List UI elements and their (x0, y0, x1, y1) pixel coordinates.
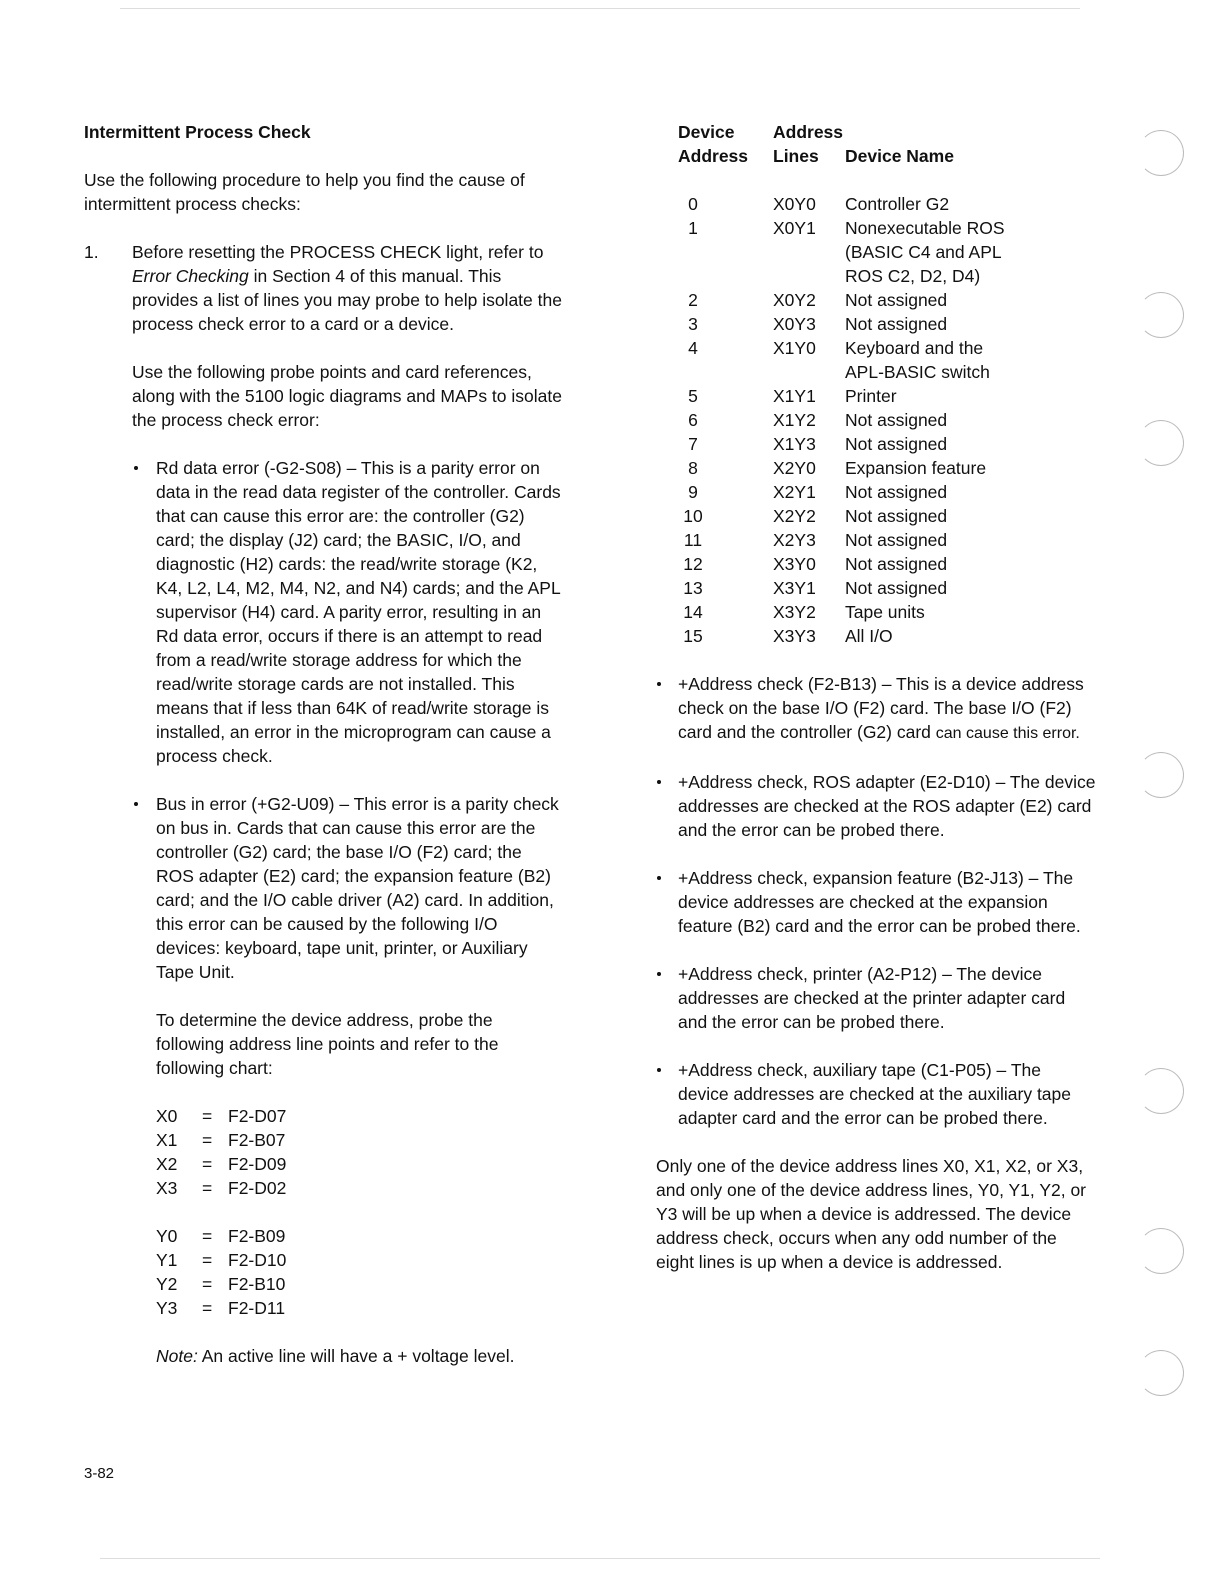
device-address-cell: 15 (683, 626, 703, 646)
device-address-cell: 7 (688, 434, 698, 454)
procedure-step (84, 240, 564, 1392)
device-name-cell: Not assigned (845, 482, 948, 502)
address-lines-cell: X0Y3 (773, 314, 816, 334)
step-text: Before resetting the PROCESS CHECK light, refer to Error Checking in Section 4 of this manual. This provides a list of lines you may probe to help isolate the process check error to a card or a device. (132, 242, 562, 334)
determine-address-paragraph: To determine the device address, probe the following address line points and refer to the following chart: (156, 1010, 499, 1078)
address-lines-cell: X2Y0 (773, 458, 816, 478)
table-header-row (678, 144, 1005, 168)
device-name-cell: Not assigned (845, 434, 948, 454)
device-name-cell: Not assigned (845, 314, 948, 334)
device-address-table (678, 120, 1005, 648)
table-row: Y2 = F2-B10 (156, 1274, 286, 1294)
list-item: +Address check, ROS adapter (E2-D10) – The device addresses are checked at the ROS adapter (E2) card and the error can be probed there. (656, 770, 1096, 842)
header-address: Address (773, 122, 844, 142)
step-body (132, 240, 562, 1392)
table-row (678, 504, 1005, 528)
address-lines-cell: X1Y2 (773, 410, 816, 430)
list-item: +Address check, auxiliary tape (C1-P05) – The device addresses are checked at the auxiliary tape adapter card and the error can be probed there. (656, 1058, 1096, 1130)
address-lines-cell: X3Y3 (773, 626, 816, 646)
device-name-cell: Not assigned (845, 554, 948, 574)
probe-points-paragraph: Use the following probe points and card references, along with the 5100 logic diagrams and MAPs to isolate the process check error: (132, 362, 562, 430)
address-lines-cell: X2Y2 (773, 506, 816, 526)
device-name-cell: Keyboard and the APL-BASIC switch (845, 338, 990, 382)
table-row: X0 = F2-D07 (156, 1106, 287, 1126)
note-label: Note: (156, 1346, 198, 1366)
device-name-cell: Not assigned (845, 410, 948, 430)
table-row (678, 600, 1005, 624)
device-name-cell: Not assigned (845, 506, 948, 526)
address-lines-cell: X0Y2 (773, 290, 816, 310)
address-lines-cell: X3Y0 (773, 554, 816, 574)
table-row (678, 288, 1005, 312)
table-row (678, 336, 1005, 384)
table-row (678, 192, 1005, 216)
left-column (84, 120, 564, 1392)
note: Note: An active line will have a + voltage level. (156, 1346, 515, 1366)
address-lines-cell: X0Y0 (773, 194, 816, 214)
device-address-cell: 1 (688, 218, 698, 238)
list-item: Bus in error (+G2-U09) – This error is a parity check on bus in. Cards that can cause this error are the controller (G2) card; the base I/O (F2) card; the ROS adapter (E2) card; the expansion feature (B2) card; and the I/O cable driver (A2) card. In addition, this error can be caused by the following I/O devices: keyboard, tape unit, printer, or Auxiliary Tape Unit. To determine the device address, probe the following address line points and refer to the following chart: X0 = F2-D07 X1 = F2-B07 X2 = F2-D09 X3 = F2-D02 Y0 = F2-B09 Y1 = F2-D10 Y2 = F2-B10 Y3 = F2-D11 Note: An active line will have a + voltage level. (132, 792, 562, 1368)
device-address-cell: 11 (683, 530, 703, 550)
address-lines-cell: X2Y3 (773, 530, 816, 550)
closing-paragraph: Only one of the device address lines X0, X1, X2, or X3, and only one of the device address lines, Y0, Y1, Y2, or Y3 will be up when a device is addressed. The device address check, occurs when any odd number of the eight lines is up when a device is addressed. (656, 1156, 1087, 1272)
header-device: Device (678, 122, 735, 142)
device-address-cell: 8 (688, 458, 698, 478)
device-address-cell: 6 (688, 410, 698, 430)
right-column (656, 120, 1096, 1274)
address-lines-cell: X0Y1 (773, 218, 816, 238)
section-heading: Intermittent Process Check (84, 122, 311, 142)
table-row: X1 = F2-B07 (156, 1130, 286, 1150)
error-checking-reference: Error Checking (132, 266, 249, 286)
address-lines-cell: X1Y0 (773, 338, 816, 358)
device-address-cell: 10 (683, 506, 703, 526)
address-lines-cell: X2Y1 (773, 482, 816, 502)
device-address-cell: 14 (683, 602, 703, 622)
address-check-list (656, 672, 1096, 1130)
table-row: Y0 = F2-B09 (156, 1226, 286, 1246)
table-row (678, 312, 1005, 336)
binder-hole-mark (1138, 752, 1184, 798)
table-header-row (678, 120, 1005, 144)
binder-hole-mark (1138, 292, 1184, 338)
device-name-cell: Not assigned (845, 578, 948, 598)
table-row (678, 552, 1005, 576)
device-table-body (678, 192, 1005, 648)
device-name-cell: All I/O (845, 626, 893, 646)
header-lines: Lines (773, 146, 819, 166)
top-edge-artifact (120, 8, 1080, 9)
binder-hole-mark (1138, 1228, 1184, 1274)
binder-hole-mark (1138, 1068, 1184, 1114)
address-lines-cell: X3Y2 (773, 602, 816, 622)
table-row (678, 216, 1005, 288)
list-item: +Address check (F2-B13) – This is a device address check on the base I/O (F2) card. The base I/O (F2) card and the controller (G2) card can cause this error. (656, 672, 1096, 746)
header-device-name: Device Name (845, 146, 954, 166)
table-row (678, 456, 1005, 480)
address-lines-cell: X1Y3 (773, 434, 816, 454)
table-row (678, 384, 1005, 408)
list-item: +Address check, printer (A2-P12) – The device addresses are checked at the printer adapter card and the error can be probed there. (656, 962, 1096, 1034)
list-item: +Address check, expansion feature (B2-J13) – The device addresses are checked at the expansion feature (B2) card and the error can be probed there. (656, 866, 1096, 938)
table-row (678, 576, 1005, 600)
table-row: X2 = F2-D09 (156, 1154, 287, 1174)
bottom-edge-artifact (100, 1558, 1100, 1559)
x-lines-map (156, 1104, 286, 1200)
table-row (678, 432, 1005, 456)
address-lines-cell: X3Y1 (773, 578, 816, 598)
binder-hole-mark (1138, 420, 1184, 466)
list-item: Rd data error (-G2-S08) – This is a parity error on data in the read data register of the controller. Cards that can cause this error are: the controller (G2) card; the display (J2) card; the BASIC, I/O, and diagnostic (H2) cards: the read/write storage (K2, K4, L2, L4, M2, M4, N2, and N4) cards; and the APL supervisor (H4) card. A parity error, resulting in an Rd data error, occurs if there is an attempt to read from a read/write storage address for which the read/write storage cards are not installed. This means that if less than 64K of read/write storage is installed, an error in the microprogram can cause a process check. (132, 456, 562, 768)
device-name-cell: Not assigned (845, 530, 948, 550)
table-row: Y1 = F2-D10 (156, 1250, 287, 1270)
device-address-cell: 3 (688, 314, 698, 334)
device-address-cell: 12 (683, 554, 703, 574)
device-address-cell: 0 (688, 194, 698, 214)
step-number: 1. (84, 242, 99, 262)
device-name-cell: Printer (845, 386, 897, 406)
y-lines-map (156, 1224, 286, 1320)
table-row (678, 408, 1005, 432)
error-bullet-list (132, 456, 562, 1368)
device-address-cell: 9 (688, 482, 698, 502)
device-name-cell: Tape units (845, 602, 925, 622)
table-row (678, 480, 1005, 504)
header-address-col: Address (678, 146, 749, 166)
intro-paragraph: Use the following procedure to help you find the cause of intermittent process checks: (84, 170, 525, 214)
device-address-cell: 4 (688, 338, 698, 358)
device-name-cell: Expansion feature (845, 458, 987, 478)
device-address-cell: 13 (683, 578, 703, 598)
page-number: 3-82 (84, 1465, 115, 1482)
address-lines-cell: X1Y1 (773, 386, 816, 406)
device-address-cell: 5 (688, 386, 698, 406)
table-row (678, 528, 1005, 552)
device-address-cell: 2 (688, 290, 698, 310)
table-row: X3 = F2-D02 (156, 1178, 287, 1198)
device-name-cell: Nonexecutable ROS (BASIC C4 and APL ROS C2, D2, D4) (845, 218, 1005, 286)
table-row: Y3 = F2-D11 (156, 1298, 286, 1318)
device-name-cell: Not assigned (845, 290, 948, 310)
binder-hole-mark (1138, 130, 1184, 176)
device-name-cell: Controller G2 (845, 194, 950, 214)
table-row (678, 624, 1005, 648)
binder-hole-mark (1138, 1350, 1184, 1396)
